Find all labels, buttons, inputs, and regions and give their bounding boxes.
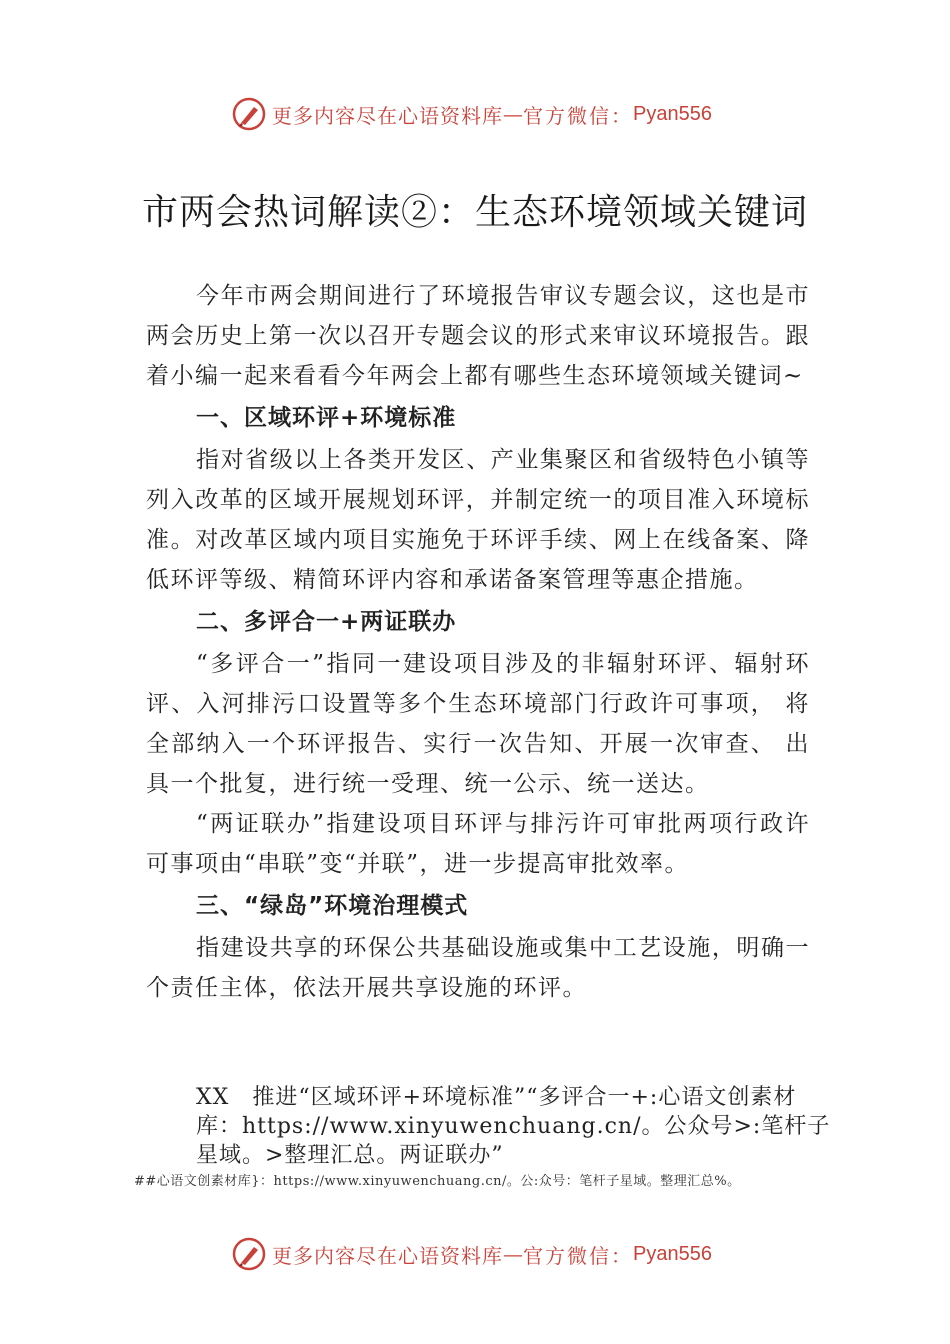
closing-text: XX 推进“区域环评+环境标准”“多评合一+:心语文创素材库：https://www.xinyuwenchuang.cn/。公众号>:笔杆子星域。>整理汇总。两证联办” — [196, 1085, 831, 1168]
banner-text: 更多内容尽在心语资料库 — [272, 1243, 503, 1268]
section-heading-1: 一、区域环评+环境标准 — [196, 405, 457, 431]
section-1-paragraph: 指对省级以上各类开发区、产业集聚区和省级特色小镇等列入改革的区域开展规划环评，并制定统一的项目准入环境标准。对改革区域内项目实施免于环评手续、网上在线备案、降低环评等级、精简环评内容和承诺备案管理等惠企措施。 — [146, 447, 810, 593]
banner-separator: — — [503, 1242, 523, 1266]
section-2-paragraph-2: “两证联办”指建设项目环评与排污许可审批两项行政许可事项由“串联”变“并联”，进一步提高审批效率。 — [146, 811, 810, 877]
article-body — [146, 276, 810, 1008]
banner-wechat-label: 官方微信： — [523, 1243, 633, 1268]
section-heading-2: 二、多评合一+两证联办 — [196, 609, 457, 635]
section-2-paragraph-1: “多评合一”指同一建设项目涉及的非辐射环评、辐射环评、入河排污口设置等多个生态环境部门行政许可事项， 将全部纳入一个环评报告、实行一次告知、开展一次审查、 出具一个批复，进行统一受理、统一公示、统一送达。 — [146, 651, 810, 797]
pen-logo-icon — [232, 1237, 266, 1271]
banner-wechat-id: Pyan556 — [633, 1242, 712, 1265]
footer-banner — [232, 1234, 732, 1274]
intro-paragraph: 今年市两会期间进行了环境报告审议专题会议，这也是市两会历史上第一次以召开专题会议的形式来审议环境报告。跟着小编一起来看看今年两会上都有哪些生态环境领域关键词~ — [146, 283, 810, 389]
banner-wechat-id: Pyan556 — [633, 102, 712, 125]
banner-wechat-label: 官方微信： — [523, 103, 633, 128]
banner-text: 更多内容尽在心语资料库 — [272, 103, 503, 128]
header-banner — [232, 94, 732, 134]
footnote: ##心语文创素材库}：https://www.xinyuwenchuang.cn/。公:众号：笔杆子星域。整理汇总%。 — [134, 1174, 741, 1189]
page-title: 市两会热词解读②：生态环境领域关键词 — [141, 192, 808, 233]
banner-separator: — — [503, 102, 523, 126]
section-heading-3: 三、“绿岛”环境治理模式 — [196, 893, 469, 919]
pen-logo-icon — [232, 97, 266, 131]
section-3-paragraph: 指建设共享的环保公共基础设施或集中工艺设施，明确一个责任主体，依法开展共享设施的环评。 — [146, 935, 810, 1001]
